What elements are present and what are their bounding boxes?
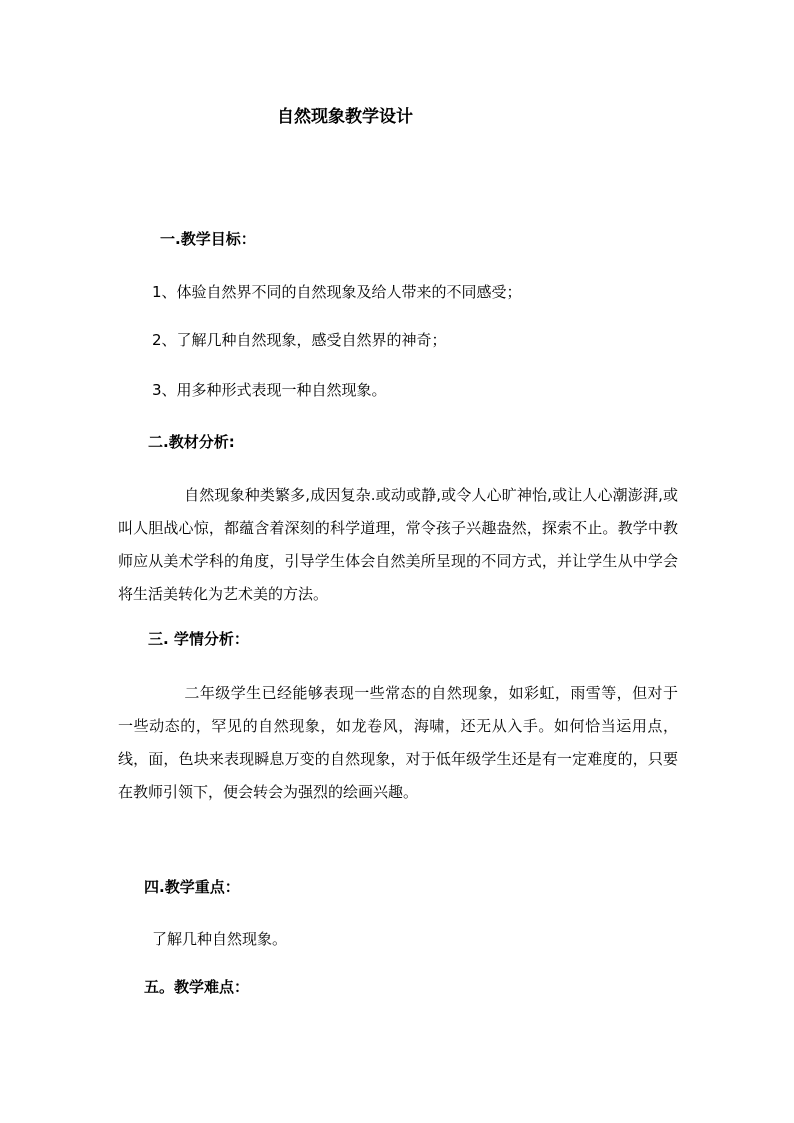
section-heading-student-analysis: 三. 学情分析： bbox=[148, 630, 249, 648]
goal-item-1: 1、体验自然界不同的自然现象及给人带来的不同感受； bbox=[152, 283, 522, 301]
document-title: 自然现象教学设计 bbox=[277, 107, 413, 127]
section-heading-difficulties: 五。教学难点： bbox=[144, 978, 250, 996]
material-analysis-text: 自然现象种类繁多,成因复杂.或动或静,或令人心旷神怡,或让人心潮澎湃,或叫人胆战心惊，都蕴含着深刻的科学道理，常令孩子兴趣盎然，探索不止。教学中教师应从美术学科的角度，引导学生体会自然美所呈现的不同方式，并让学生从中学会将生活美转化为艺术美的方法。 bbox=[118, 486, 678, 603]
section-heading-material-analysis: 二.教材分析: bbox=[148, 433, 235, 451]
student-analysis-text: 二年级学生已经能够表现一些常态的自然现象，如彩虹，雨雪等，但对于一些动态的，罕见的自然现象，如龙卷风，海啸，还无从入手。如何恰当运用点，线，面，色块来表现瞬息万变的自然现象，对于低年级学生还是有一定难度的，只要在教师引领下，便会转会为强烈的绘画兴趣。 bbox=[118, 684, 678, 801]
student-analysis-paragraph bbox=[118, 677, 678, 809]
section-heading-key-points: 四.教学重点： bbox=[144, 878, 240, 896]
material-analysis-paragraph bbox=[118, 479, 678, 611]
section-heading-teaching-goals: 一.教学目标： bbox=[160, 230, 256, 248]
goal-item-2: 2、了解几种自然现象，感受自然界的神奇； bbox=[152, 331, 447, 349]
goal-item-3: 3、用多种形式表现一种自然现象。 bbox=[152, 381, 387, 399]
key-point-text: 了解几种自然现象。 bbox=[152, 930, 288, 948]
